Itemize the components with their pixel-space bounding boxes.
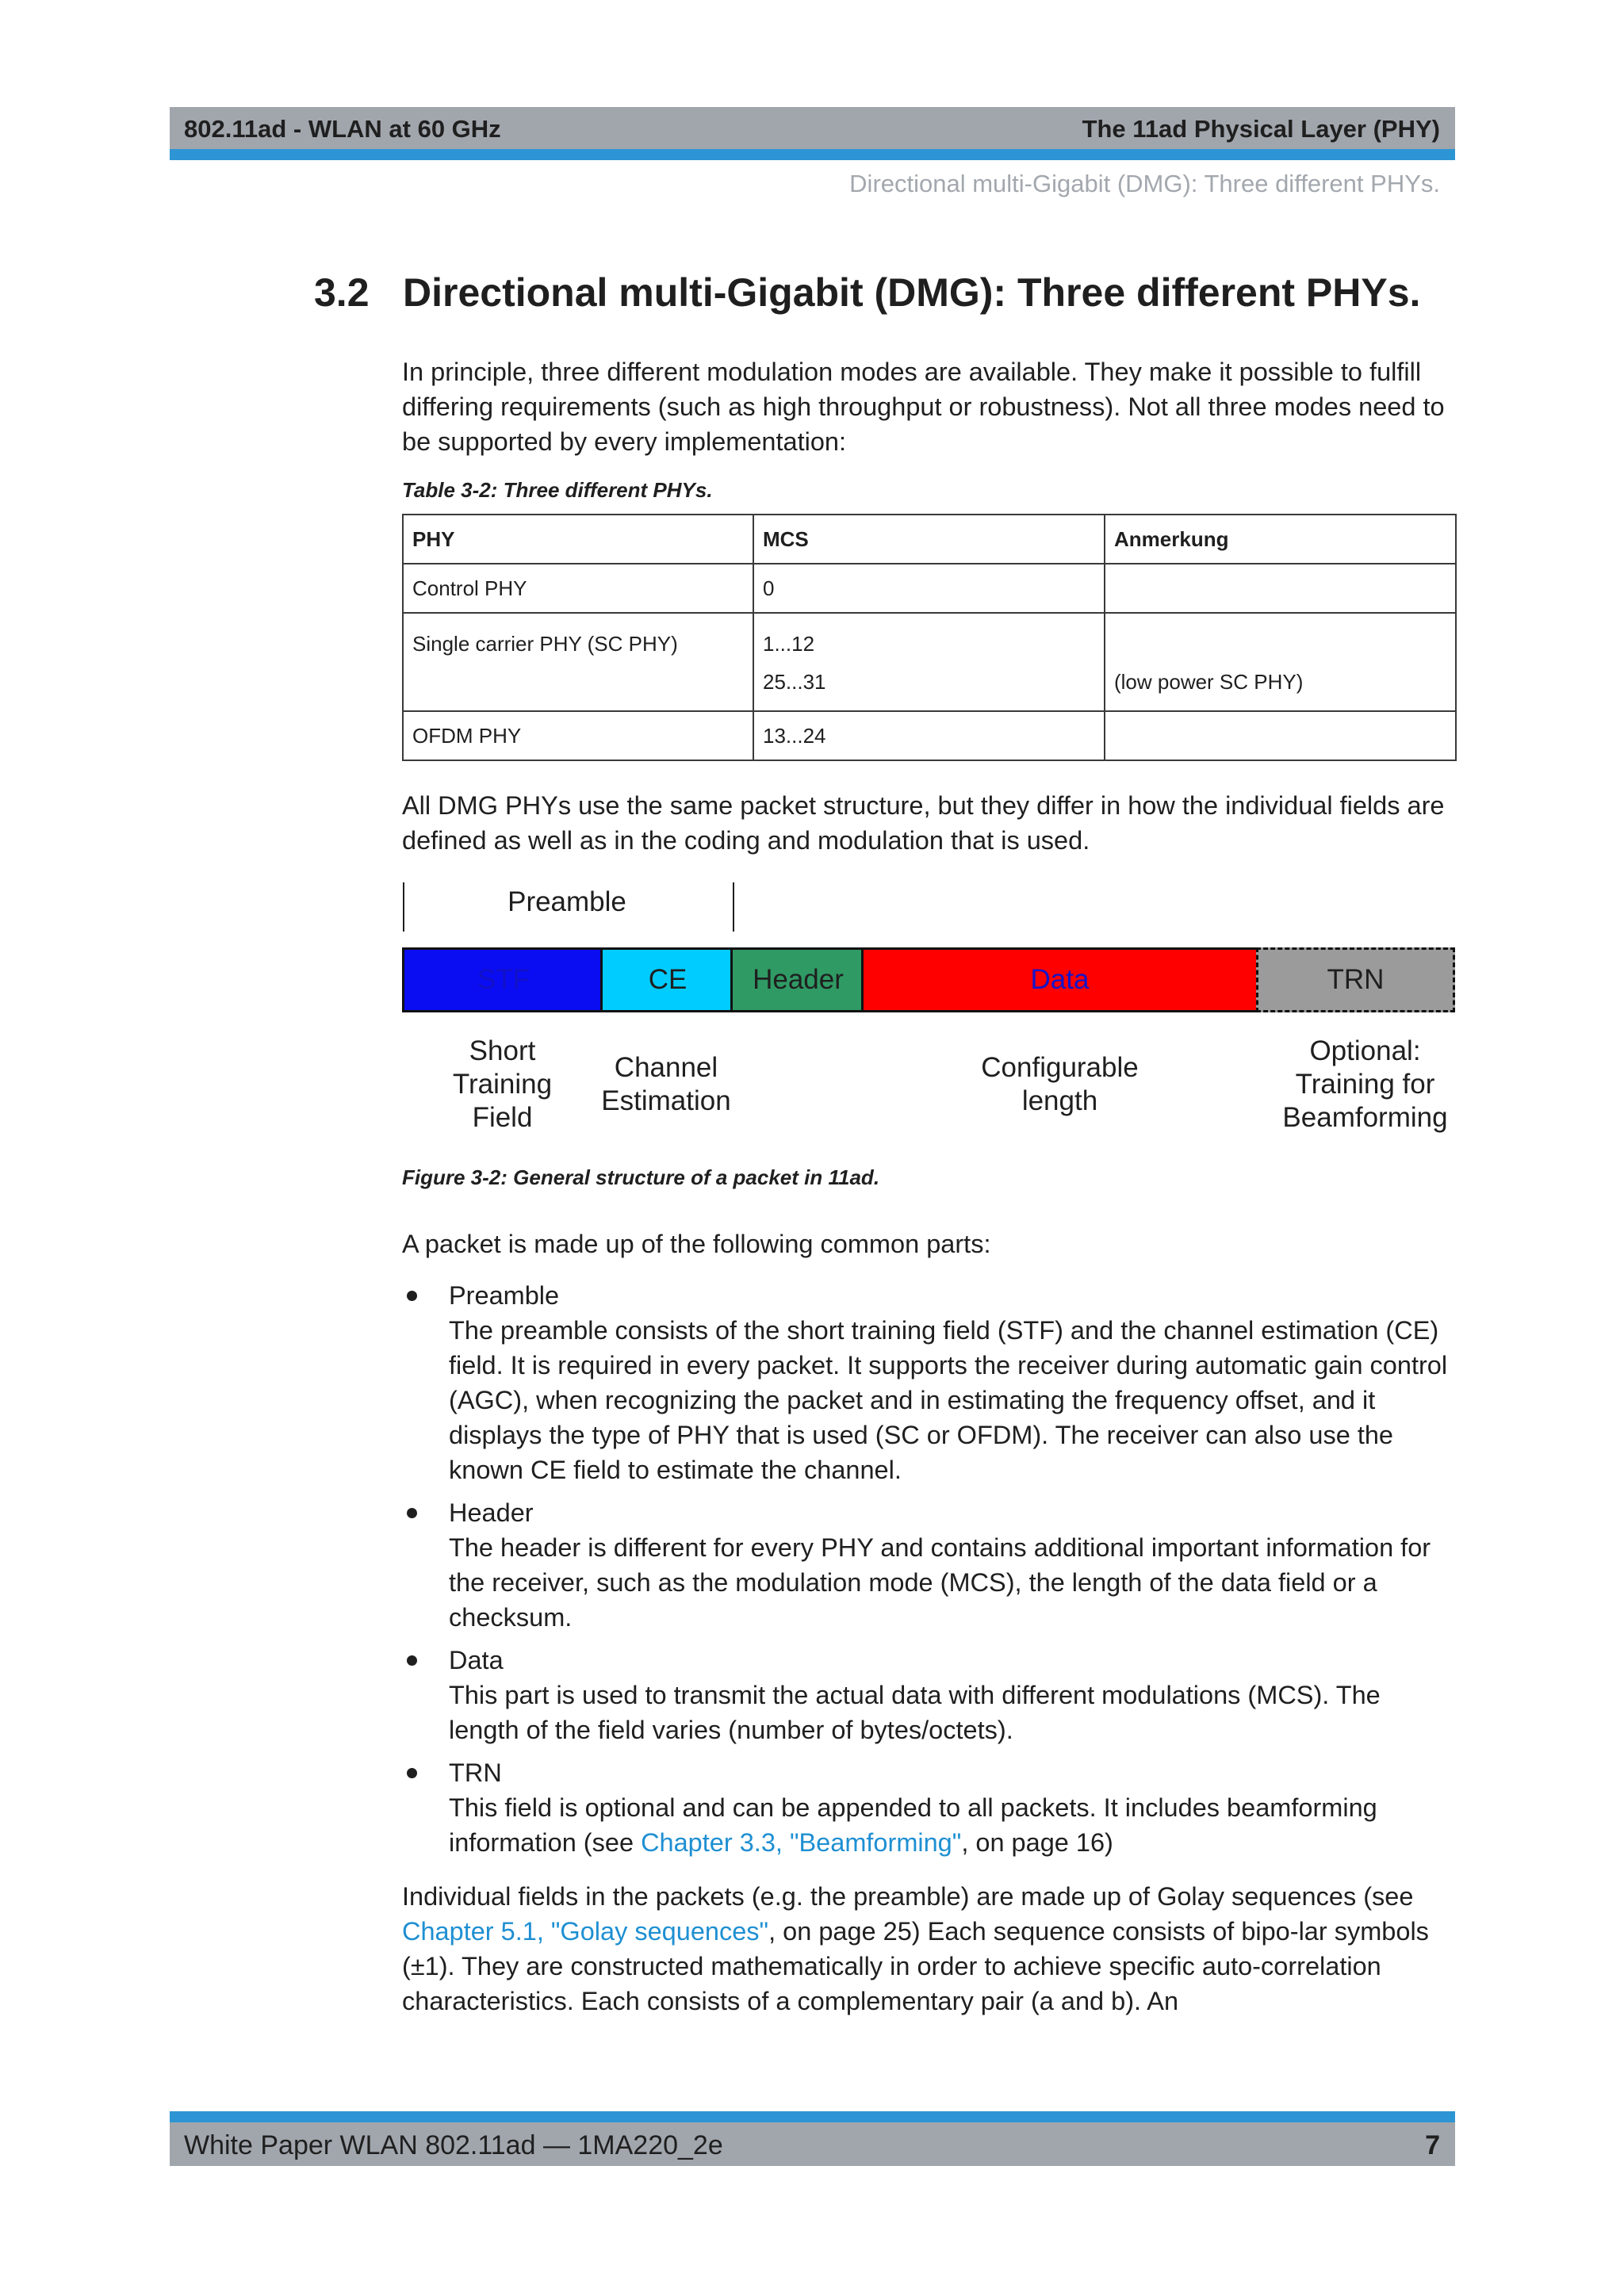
label-training-for-beamforming: Optional: Training for Beamforming (1282, 1035, 1448, 1133)
mcs-range: 1...12 (763, 632, 815, 656)
bullet-text: This field is optional and can be appended to all packets. It includes beamforming information (see Chapter 3.3, "Beamforming", on page 16) (449, 1793, 1377, 1857)
bullet-icon (407, 1768, 417, 1778)
parts-intro-paragraph: A packet is made up of the following common parts: (402, 1230, 991, 1258)
header-document-title: 802.11ad - WLAN at 60 GHz (184, 115, 501, 143)
label-configurable-length: Configurable length (981, 1052, 1139, 1116)
section-number: 3.2 (314, 270, 370, 315)
section-heading (314, 270, 1420, 316)
footer-rule (170, 2111, 1455, 2122)
label-short-training-field: Short Training Field (452, 1035, 553, 1133)
bullet-icon (407, 1655, 417, 1666)
intro-paragraph: In principle, three different modulation modes are available. They make it possible to fulfill differing requirements (such as high throughput or robustness). Not all three modes need to be supported by every implementation: (402, 358, 1445, 456)
bullet-title: Preamble (449, 1281, 560, 1310)
list-item (402, 1278, 1457, 1487)
list-item (402, 1755, 1457, 1860)
preamble-label: Preamble (508, 886, 626, 917)
table-cell-phy: OFDM PHY (403, 711, 753, 760)
table-cell-note (1105, 564, 1456, 613)
bullet-text: This part is used to transmit the actual data with different modulations (MCS). The length of the field varies (number of bytes/octets). (449, 1681, 1381, 1744)
bullet-text: The header is different for every PHY and contains additional important information for the receiver, such as the modulation mode (MCS), the length of the data field or a checksum. (449, 1533, 1431, 1632)
footer-page-number: 7 (1425, 2130, 1440, 2160)
bullet-text: The preamble consists of the short training field (STF) and the channel estimation (CE) field. It is required in every packet. It supports the receiver during automatic gain control (AGC), when recognizing the packet and in estimating the frequency offset, and it displays the type of PHY that is used (SC or OFDM). The receiver can also use the known CE field to estimate the channel. (449, 1316, 1448, 1484)
parts-bullet-list (402, 1278, 1457, 1868)
table-header-row (403, 515, 1456, 564)
mcs-range: 25...31 (763, 670, 826, 694)
list-item (402, 1643, 1457, 1747)
header-chapter-title: The 11ad Physical Layer (PHY) (1082, 115, 1440, 143)
column-header-mcs: MCS (753, 515, 1105, 564)
bullet-title: Data (449, 1646, 504, 1674)
table-cell-phy: Control PHY (403, 564, 753, 613)
table-cell-phy: Single carrier PHY (SC PHY) (403, 613, 753, 711)
beamforming-chapter-link[interactable]: Chapter 3.3, "Beamforming" (641, 1828, 962, 1857)
packet-segment-stf: STF (402, 947, 603, 1012)
label-channel-estimation: Channel Estimation (601, 1052, 731, 1116)
section-title: Directional multi-Gigabit (DMG): Three different PHYs. (403, 270, 1421, 315)
table-cell-mcs: 0 (753, 564, 1105, 613)
table-cell-mcs: 13...24 (753, 711, 1105, 760)
table-row (403, 711, 1456, 760)
column-header-phy: PHY (403, 515, 753, 564)
header-section-subtitle: Directional multi-Gigabit (DMG): Three different PHYs. (849, 170, 1440, 197)
golay-paragraph: Individual fields in the packets (e.g. the preamble) are made up of Golay sequences (see Chapter 5.1, "Golay sequences", on page 25) Each sequence consists of bipo-lar symbols (±1). They are constructed mathematically in order to achieve specific auto-correlation characteristics. Each consists of a complementary pair (a and b). An (402, 1882, 1429, 2015)
column-header-anmerkung: Anmerkung (1105, 515, 1456, 564)
bullet-title: Header (449, 1498, 534, 1527)
table-cell-mcs (753, 613, 1105, 711)
note-text: (low power SC PHY) (1114, 670, 1304, 694)
packet-segment-header: Header (730, 947, 864, 1012)
packet-segment-trn: TRN (1256, 947, 1455, 1012)
golay-chapter-link[interactable]: Chapter 5.1, "Golay sequences" (402, 1917, 769, 1946)
table-row (403, 613, 1456, 711)
list-item (402, 1495, 1457, 1635)
bullet-title: TRN (449, 1758, 502, 1787)
figure-caption: Figure 3-2: General structure of a packet in 11ad. (402, 1165, 880, 1189)
table-row (403, 564, 1456, 613)
phy-table (402, 514, 1457, 761)
bullet-icon (407, 1291, 417, 1301)
header-rule (170, 149, 1455, 160)
table-caption: Table 3-2: Three different PHYs. (402, 478, 713, 502)
after-table-paragraph: All DMG PHYs use the same packet structure, but they differ in how the individual fields are defined as well as in the coding and modulation that is used. (402, 791, 1445, 855)
footer-document-title: White Paper WLAN 802.11ad — 1MA220_2e (184, 2130, 723, 2160)
packet-segment-ce: CE (600, 947, 733, 1012)
packet-segment-data: Data (861, 947, 1258, 1012)
bullet-icon (407, 1508, 417, 1518)
table-cell-note (1105, 711, 1456, 760)
table-cell-note (1105, 613, 1456, 711)
